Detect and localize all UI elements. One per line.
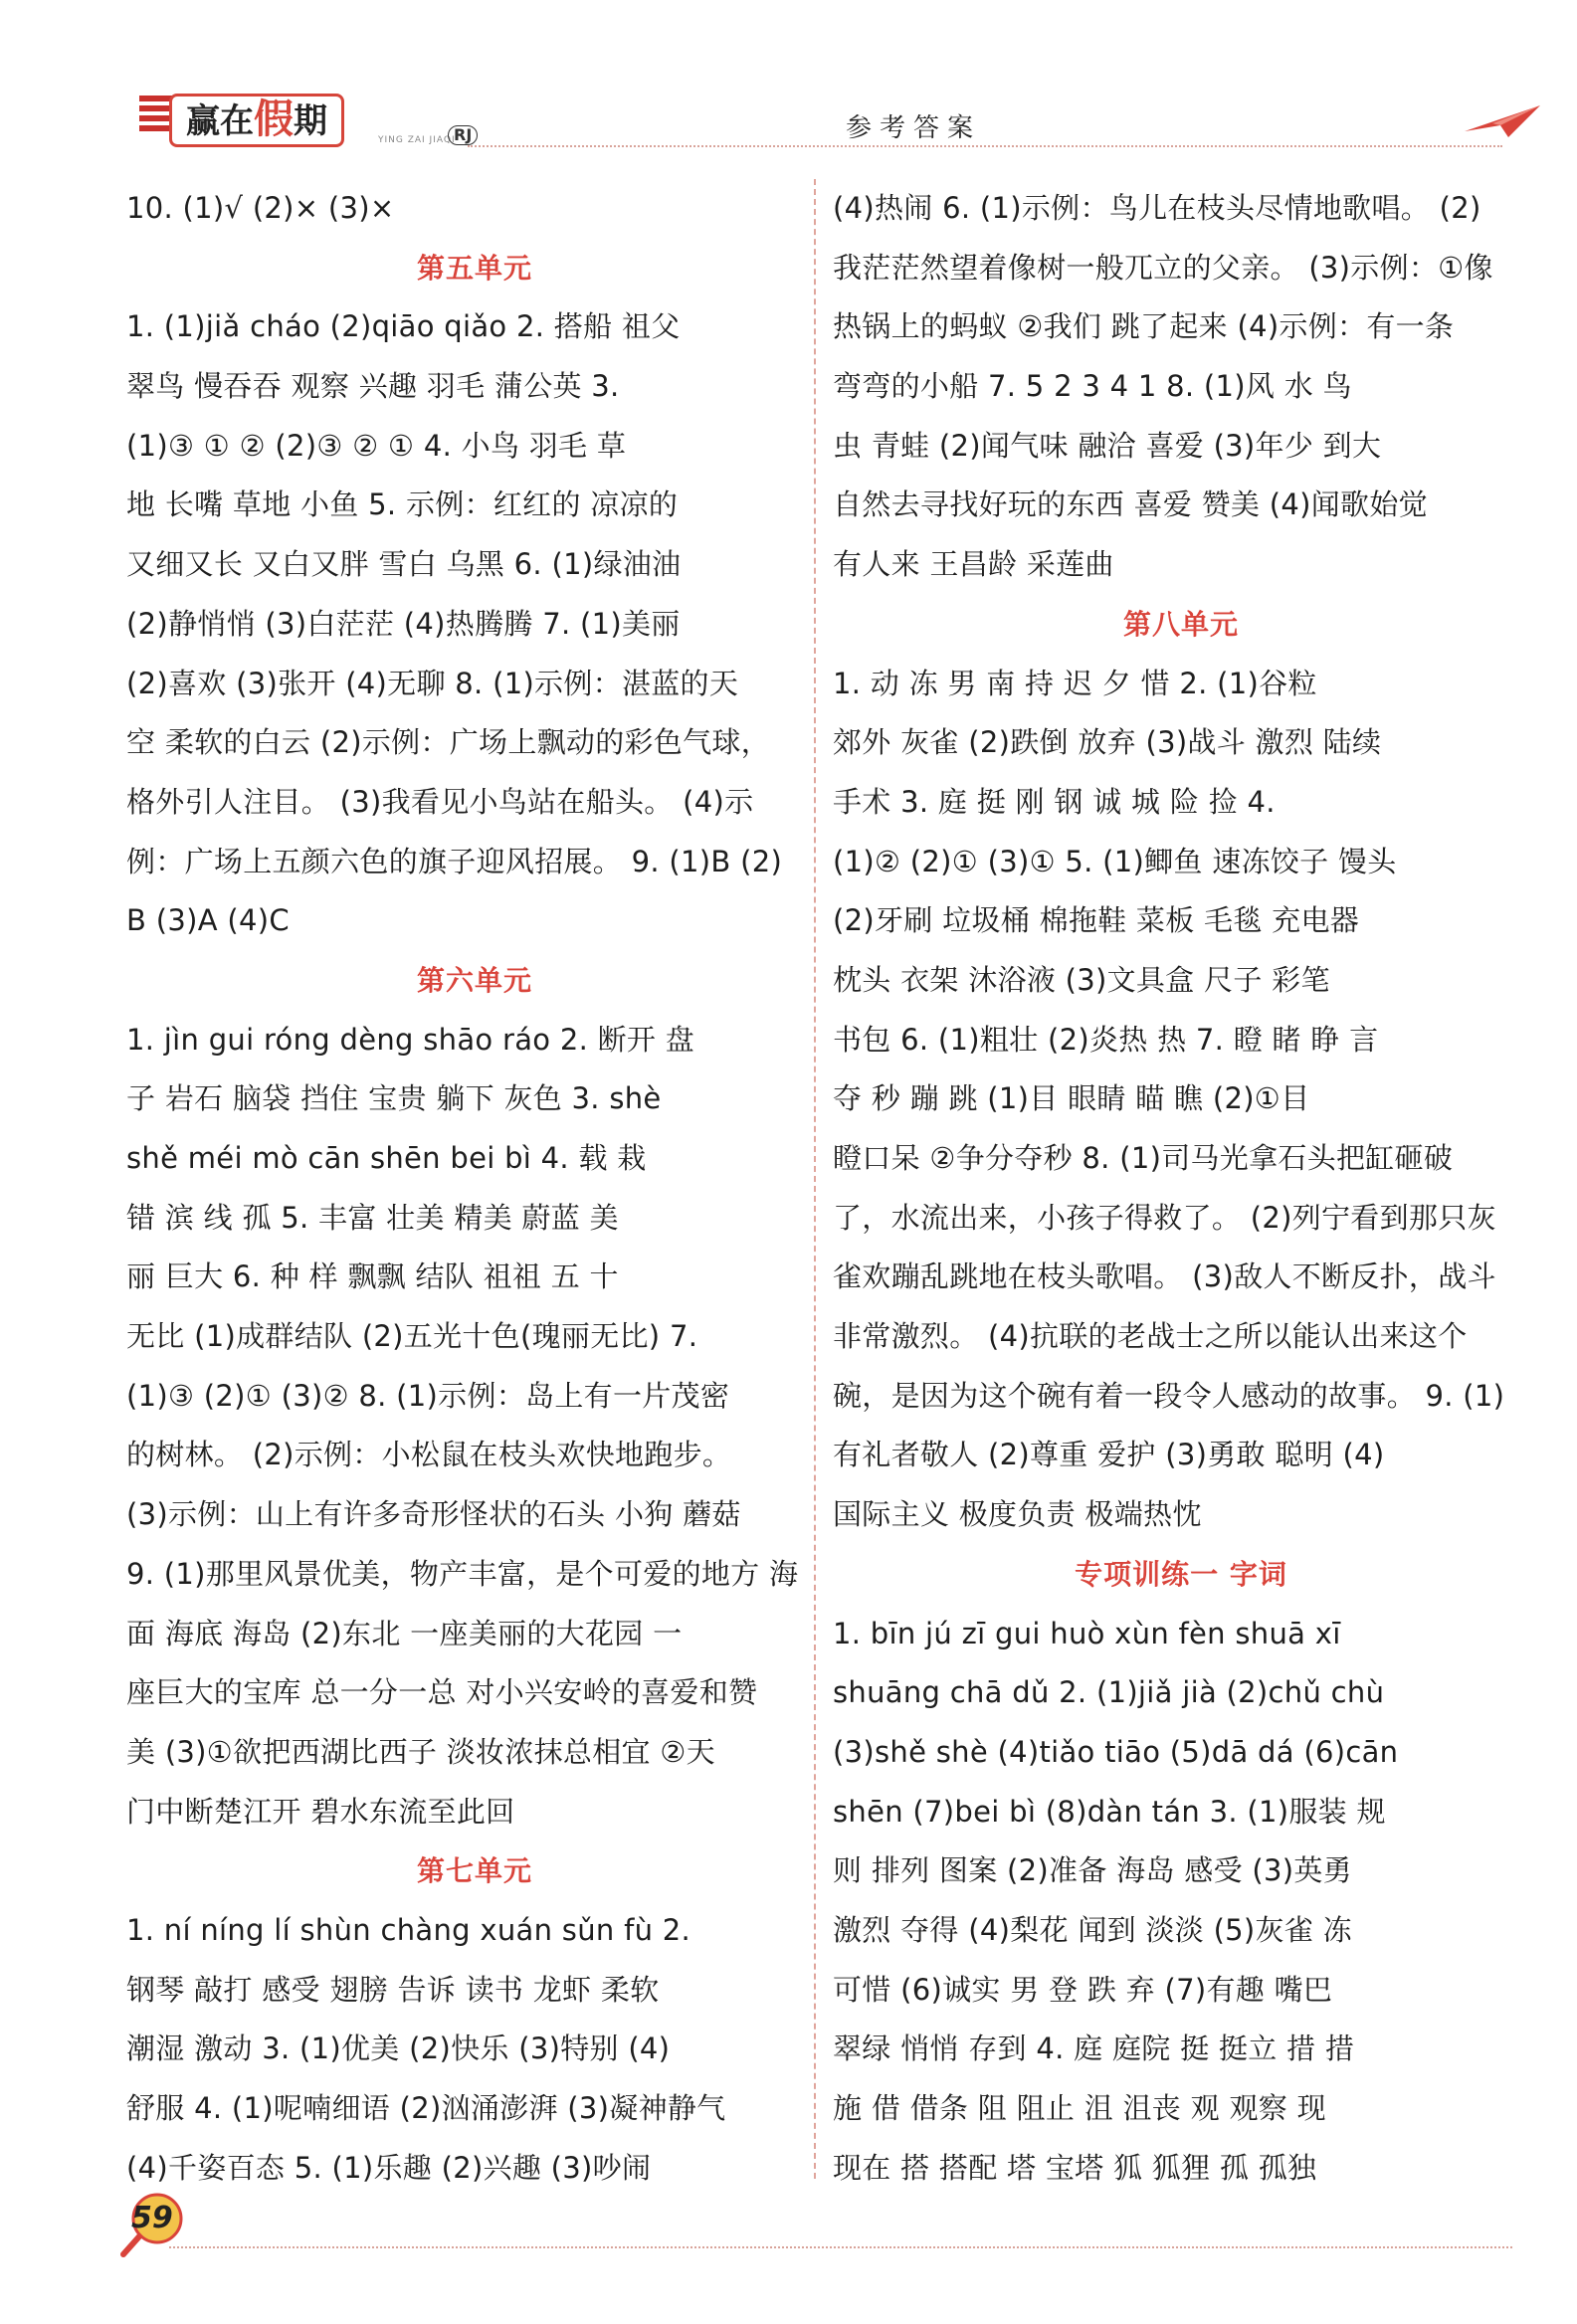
right-answer-line: (2)牙刷 垃圾桶 棉拖鞋 菜板 毛毯 充电器 — [833, 903, 1360, 938]
left-answer-line: (2)静悄悄 (3)白茫茫 (4)热腾腾 7. (1)美丽 — [126, 606, 681, 641]
right-answer-line: 自然去寻找好玩的东西 喜爱 赞美 (4)闻歌始觉 — [833, 487, 1428, 522]
left-answer-line: 钢琴 敲打 感受 翅膀 告诉 读书 龙虾 柔软 — [126, 1972, 660, 2007]
left-answer-line: 1. (1)jiǎ cháo (2)qiāo qiǎo 2. 搭船 祖父 — [126, 309, 681, 344]
left-answer-line: (1)③ (2)① (3)② 8. (1)示例：岛上有一片茂密 — [126, 1378, 730, 1413]
right-answer-line: (1)② (2)① (3)① 5. (1)鲫鱼 速冻饺子 馒头 — [833, 844, 1397, 878]
right-answer-line: 热锅上的蚂蚁 ②我们 跳了起来 (4)示例：有一条 — [833, 309, 1455, 344]
right-section-heading: 专项训练一 字词 — [1075, 1557, 1287, 1591]
left-answer-line: 1. ní níng lí shùn chàng xuán sǔn fù 2. — [126, 1912, 691, 1947]
right-answer-column — [833, 179, 1529, 2198]
left-answer-line: 例：广场上五颜六色的旗子迎风招展。 9. (1)B (2) — [126, 844, 783, 878]
paper-plane-icon — [1463, 101, 1542, 141]
right-answer-line: 非常激烈。 (4)抗联的老战士之所以能认出来这个 — [833, 1319, 1468, 1354]
right-answer-line: 有礼者敬人 (2)尊重 爱护 (3)勇敢 聪明 (4) — [833, 1438, 1385, 1472]
right-answer-line: 1. 动 冻 男 南 持 迟 夕 惜 2. (1)谷粒 — [833, 666, 1317, 700]
right-answer-line: 枕头 衣架 沐浴液 (3)文具盒 尺子 彩笔 — [833, 962, 1330, 997]
left-answer-line: 面 海底 海岛 (2)东北 一座美丽的大花园 一 — [126, 1616, 683, 1650]
right-answer-line: 了，水流出来，小孩子得救了。 (2)列宁看到那只灰 — [833, 1200, 1496, 1235]
left-section-heading: 第七单元 — [416, 1854, 532, 1888]
brand-name — [169, 94, 344, 147]
right-answer-line: 则 排列 图案 (2)准备 海岛 感受 (3)英勇 — [833, 1853, 1352, 1888]
column-divider — [814, 179, 816, 2179]
right-answer-line: 现在 搭 搭配 塔 宝塔 狐 狐狸 孤 孤独 — [833, 2150, 1317, 2185]
left-answer-line: (1)③ ① ② (2)③ ② ① 4. 小鸟 羽毛 草 — [126, 428, 627, 463]
left-answer-line: shě méi mò cān shēn bei bì 4. 载 栽 — [126, 1141, 647, 1175]
page-number: 59 — [131, 2201, 173, 2235]
right-answer-line: 夺 秒 蹦 跳 (1)目 眼睛 瞄 瞧 (2)①目 — [833, 1081, 1310, 1116]
footer-dotted-rule — [169, 2246, 1512, 2248]
left-answer-line: 子 岩石 脑袋 挡住 宝贵 躺下 灰色 3. shè — [126, 1081, 662, 1116]
right-answer-line: 我茫茫然望着像树一般兀立的父亲。 (3)示例：①像 — [833, 250, 1493, 285]
brand-subtitle: YING ZAI JIAQI — [378, 135, 456, 145]
right-answer-line: 有人来 王昌龄 采莲曲 — [833, 547, 1114, 582]
left-section-heading: 第五单元 — [416, 251, 532, 285]
right-answer-line: 书包 6. (1)粗壮 (2)炎热 热 7. 瞪 睹 睁 言 — [833, 1022, 1379, 1057]
left-answer-line: 1. jìn gui róng dèng shāo ráo 2. 断开 盘 — [126, 1022, 695, 1057]
left-answer-line: 9. (1)那里风景优美，物产丰富，是个可爱的地方 海 — [126, 1556, 799, 1591]
left-section-heading: 第六单元 — [416, 963, 532, 997]
right-answer-line: 瞪口呆 ②争分夺秒 8. (1)司马光拿石头把缸砸破 — [833, 1141, 1454, 1175]
header-dotted-rule — [468, 145, 1502, 147]
left-answer-column — [126, 179, 823, 2198]
left-answer-line: 又细又长 又白又胖 雪白 乌黑 6. (1)绿油油 — [126, 547, 682, 582]
left-answer-line: 地 长嘴 草地 小鱼 5. 示例：红红的 凉凉的 — [126, 487, 679, 522]
page-header — [119, 90, 1512, 159]
right-answer-line: shēn (7)bei bì (8)dàn tán 3. (1)服装 规 — [833, 1794, 1386, 1829]
right-answer-line: 国际主义 极度负责 极端热忱 — [833, 1497, 1202, 1532]
right-answer-line: (4)热闹 6. (1)示例：鸟儿在枝头尽情地歌唱。 (2) — [833, 191, 1481, 225]
left-answer-line: (2)喜欢 (3)张开 (4)无聊 8. (1)示例：湛蓝的天 — [126, 666, 739, 700]
left-answer-line: (4)千姿百态 5. (1)乐趣 (2)兴趣 (3)吵闹 — [126, 2150, 652, 2185]
page-title: 参考答案 — [846, 113, 982, 143]
left-answer-line: 美 (3)①欲把西湖比西子 淡妆浓抹总相宜 ②天 — [126, 1734, 715, 1769]
right-answer-line: 1. bīn jú zī gui huò xùn fèn shuā xī — [833, 1616, 1341, 1650]
left-answer-line: B (3)A (4)C — [126, 903, 290, 938]
right-answer-line: 虫 青蛙 (2)闻气味 融洽 喜爱 (3)年少 到大 — [833, 428, 1382, 463]
brand-highlight: 假 — [254, 97, 294, 142]
right-answer-line: 可惜 (6)诚实 男 登 跌 弃 (7)有趣 嘴巴 — [833, 1972, 1333, 2007]
right-answer-line: 翠绿 悄悄 存到 4. 庭 庭院 挺 挺立 措 措 — [833, 2032, 1355, 2066]
left-answer-line: 10. (1)√ (2)× (3)× — [126, 191, 395, 225]
right-answer-line: 雀欢蹦乱跳地在枝头歌唱。 (3)敌人不断反扑，战斗 — [833, 1259, 1496, 1294]
right-answer-line: 碗，是因为这个碗有着一段令人感动的故事。 9. (1) — [833, 1378, 1505, 1413]
left-answer-line: 的树林。 (2)示例：小松鼠在枝头欢快地跑步。 — [126, 1438, 732, 1472]
brand-suffix: 期 — [294, 101, 327, 141]
right-answer-line: 郊外 灰雀 (2)跌倒 放弃 (3)战斗 激烈 陆续 — [833, 725, 1382, 760]
right-answer-line: shuāng chā dǔ 2. (1)jiǎ jià (2)chǔ chù — [833, 1675, 1385, 1710]
left-answer-line: 空 柔软的白云 (2)示例：广场上飘动的彩色气球， — [126, 725, 771, 760]
right-answer-line: 手术 3. 庭 挺 刚 钢 诚 城 险 捡 4. — [833, 784, 1276, 819]
left-answer-line: 翠鸟 慢吞吞 观察 兴趣 羽毛 蒲公英 3. — [126, 369, 620, 404]
right-answer-line: 弯弯的小船 7. 5 2 3 4 1 8. (1)风 水 鸟 — [833, 369, 1352, 404]
left-answer-line: 门中断楚江开 碧水东流至此回 — [126, 1794, 515, 1829]
left-answer-line: 错 滨 线 孤 5. 丰富 壮美 精美 蔚蓝 美 — [126, 1200, 619, 1235]
right-section-heading: 第八单元 — [1122, 607, 1239, 641]
left-answer-line: (3)示例：山上有许多奇形怪状的石头 小狗 蘑菇 — [126, 1497, 741, 1532]
left-answer-line: 舒服 4. (1)呢喃细语 (2)汹涌澎湃 (3)凝神静气 — [126, 2091, 726, 2125]
brand-prefix: 赢在 — [186, 101, 254, 141]
left-answer-line: 无比 (1)成群结队 (2)五光十色(瑰丽无比) 7. — [126, 1319, 698, 1354]
right-answer-line: 施 借 借条 阻 阻止 沮 沮丧 观 观察 现 — [833, 2091, 1326, 2125]
edition-badge: RJ — [448, 125, 478, 145]
right-answer-line: 激烈 夺得 (4)梨花 闻到 淡淡 (5)灰雀 冻 — [833, 1912, 1352, 1947]
left-answer-line: 潮湿 激动 3. (1)优美 (2)快乐 (3)特别 (4) — [126, 2032, 671, 2066]
left-answer-line: 丽 巨大 6. 种 样 飘飘 结队 祖祖 五 十 — [126, 1259, 619, 1294]
right-answer-line: (3)shě shè (4)tiǎo tiāo (5)dā dá (6)cān — [833, 1734, 1399, 1769]
left-answer-line: 座巨大的宝库 总一分一总 对小兴安岭的喜爱和赞 — [126, 1675, 758, 1710]
brand-logo — [139, 90, 473, 147]
left-answer-line: 格外引人注目。 (3)我看见小鸟站在船头。 (4)示 — [126, 784, 754, 819]
